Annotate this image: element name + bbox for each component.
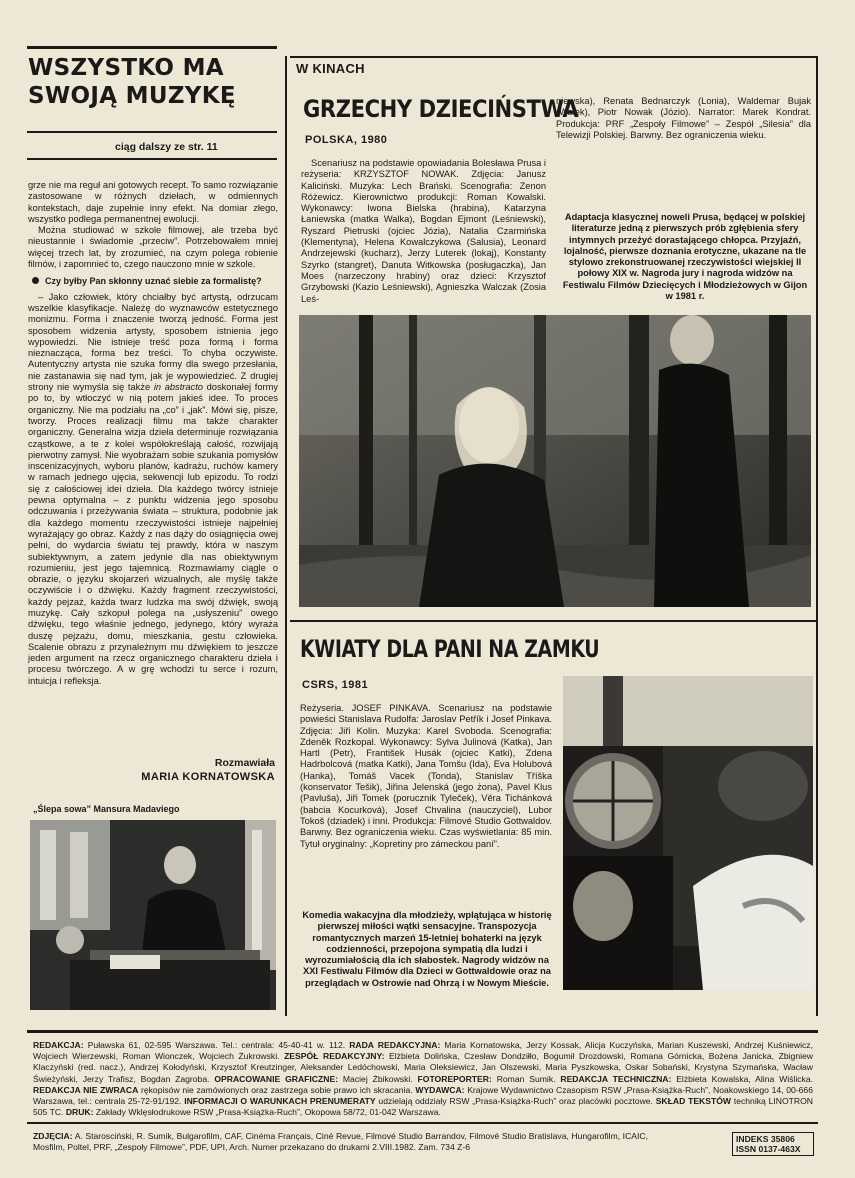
film1-credits-part2: niewska), Renata Bednarczyk (Lonia), Waldemar Bujak (Walek), Piotr Nowak (Józio). Narrator: Marek Kondrat. Produkcja: PRF „Zespoły Filmowe” – Zespół „Silesia” dla Telewizji Polskiej. Barwny. Bez ograniczenia wieku.	[556, 96, 811, 140]
index-box	[732, 1132, 814, 1156]
column-divider	[285, 56, 287, 1016]
interview-answer: – Jako człowiek, który chciałby być artystą, odrzucam wszelkie klasyfikacje. Należę do wyznawców estetycznego monizmu. Forma i znaczenie tworzą jedność. Forma jest sposobem widzenia artysty, sposobem istnienia jego wypowiedzi. Nie istnieje treść poza formą i forma nieznacząca, forma bez treści. To chyba oczywiste. Autentyczny artysta nie szuka formy dla swego przesłania, nie zastanawia się nad tym, jak je wypowiedzieć. Z drugiej strony nie wymyśla się także in abstracto doskonałej formy po to, by wtłoczyć w nią potem jakieś idee. To proces organiczny. Nie ma podziału na „co” i „jak”. Mówi się, pisze, tworzy. Proces realizacji filmu ma także charakter organiczny. Generalna wizja dzieła determinuje rozwiązania cząstkowe, a te z kolei współokreślają całość, rozwijają pierwotny zamysł. Nie wyobrażam sobie szukania pomysłów inscenizacyjnych, wyboru planów, kadrażu, ruchów kamery w ramach jednego ujęcia, sekwencji lub epizodu. To rodzi się z całościowej idei dzieła. Dla każdego twórcy istnieje pewna optymalna – z punktu widzenia jego sposobu odczuwania i przeżywania świata – struktura, podobnie jak dla każdego momentu rzeczywistości istnieje najpełniej wyrażający go obraz. Każdy z nas dąży do osiągnięcia owej pełni, do wydarcia światu tej prawdy, która w naszym subiektywnym, a zatem jedynie dla nas obiektywnym rozumieniu, jest jego tajemnicą. Rozmawiamy ciągle o obrazie, o języku skojarzeń wizualnych, ale myślę także oczywiście i o dźwięku. Każdy fragment rzeczywistości, każdy pejzaż, każda twarz ludzka ma swój dźwięk, swoją muzykę. Cały szkopuł polega na „usłyszeniu” owego dźwięku, tego właśnie jednego, jedynego, który wyraża duszę pejzażu, domu, mieszkania, gestu człowieka. Scalenie obrazu z przynależnym mu dźwiękiem to jeszcze jeden argument na rzecz organicznego charakteru dzieła i procesu twórczego. A w grę wchodzi tu serce i rozum, intuicja i refleksja.	[28, 291, 278, 686]
film2-title: KWIATY DLA PANI NA ZAMKU	[300, 635, 600, 663]
left-top-rule	[27, 46, 277, 49]
left-title-rule	[27, 131, 277, 133]
continued-note: ciąg dalszy ze str. 11	[115, 141, 218, 153]
film2-credits: Reżyseria. JOSEF PINKAVA. Scenariusz na podstawie powieści Stanislava Rudolfa: Jaroslav Petřík i Josef Pinkava. Zdjęcia: Jiři Kolin. Muzyka: Karel Svoboda. Scenografia: Zdeněk Rozkopal. Wykonawcy: Sylva Julinová (Katka), Jan Hartl (Petr), František Husák (ojciec Katki), Zdena Hadrbolcová (matka Katki), Jana Tomšu (Ida), Eva Holubová (Hanka), Tomáš Vacek (Tonda), Stanislav Tříška (konservator Tešik), Jiřina Jelenská (jego żona), Pavel Klus (Pavluša), Jiři Tomek (porucznik Tyleček), Věra Tichánková (babcia Kocurková), Josef Chvalina (nauczyciel), Lubor Tokoš (dziadek) i inni. Produkcja: Filmové Studio Gottwaldov. Barwny. Bez ograniczenia wieku. Czas wyświetlania: 85 min. Tytuł oryginalny: „Kopretiny pro zámeckou paní”.	[300, 703, 552, 849]
article-paragraph: grze nie ma reguł ani gotowych recept. To samo rozwiązanie zastosowane w różnych dziełach, w odmiennych kontekstach, daje zupełnie inny efekt. Na domiar złego, wszystko podlega permanentnej ewolucji.	[28, 180, 278, 224]
photo-caption: „Ślepa sowa” Mansura Madaviego	[33, 804, 180, 814]
interviewer-name: MARIA KORNATOWSKA	[141, 771, 275, 783]
article-paragraph: Można studiować w szkole filmowej, ale trzeba być nieustannie i świadomie „przeciw”. Potrzebowałem mniej więcej trzech lat, by zrozumieć, na czym polega robienie filmów, i zapomnieć to, czego nauczono mnie w szkole.	[28, 225, 278, 270]
footer-mid-rule	[27, 1122, 818, 1124]
slepa-sowa-image	[30, 820, 276, 1010]
interviewer-label: Rozmawiała	[214, 757, 275, 769]
film2-country: CSRS, 1981	[302, 679, 369, 691]
kinach-rule	[290, 56, 818, 58]
kwiaty-dla-pani-photo	[563, 676, 813, 990]
indeks-number: INDEKS 35806	[736, 1134, 795, 1144]
article-body	[28, 180, 278, 687]
left-continued-rule	[27, 158, 277, 160]
film2-blurb: Komedia wakacyjna dla młodzieży, wplątująca w historię pierwszej miłości wątki sensacyjne. Transpozycja romantycznych marzeń 15-letniej bohaterki na język codzienności, przepojona sympatią dla ludzi i wyrozumiałością dla ich słabostek. Nagrody widzów na XXI Festiwalu Filmów dla Dzieci w Gottwaldowie oraz na przeglądach w Ostrowie nad Ohrzą i w Nowym Mieście.	[302, 910, 552, 988]
interview-question: Czy byłby Pan skłonny uznać siebie za formalistę?	[28, 276, 278, 287]
bullet-icon	[32, 277, 39, 284]
article-title	[28, 54, 278, 110]
photo-credits: ZDJĘCIA: A. Starosciński, R. Sumik, Bulgarofilm, CAF, Cinéma Français, Ciné Revue, Filmové Studio Barrandov, Filmové Studio Bratislava, Hungarofilm, ICAIC, Mosfilm, Poltel, PRF, „Zespoły Filmowe”, PDF, UPI, Arch. Numer przekazano do drukarni 2.VIII.1982. Zam. 734 Z-6	[33, 1131, 648, 1153]
section-label: W KINACH	[296, 61, 365, 76]
film1-title: GRZECHY DZIECIŃSTWA	[303, 95, 579, 123]
issn-number: ISSN 0137-463X	[736, 1144, 801, 1154]
right-border	[816, 56, 818, 1016]
footer-top-rule	[27, 1030, 818, 1033]
film2-top-rule	[290, 620, 818, 622]
article-title-line-1: WSZYSTKO MA	[28, 55, 224, 81]
film1-blurb: Adaptacja klasycznej noweli Prusa, będącej w polskiej literaturze jedną z pierwszych prób zgłębienia sfery intymnych przeżyć dorastającego chłopca. Przyjaźń, lojalność, pierwsze doznania erotyczne, ukazane na tle stylowo zrekonstruowanej rzeczywistości wiejskiej II połowy XIX w. Nagroda jury i nagroda widzów na Festiwalu Filmów Dziecięcych i Młodzieżowych w Gijon w 1981 r.	[562, 212, 808, 302]
slepa-sowa-photo	[30, 820, 276, 1010]
film1-country: POLSKA, 1980	[305, 134, 388, 146]
article-title-line-2: SWOJĄ MUZYKĘ	[28, 83, 236, 109]
grzechy-dziecinstwa-photo	[299, 315, 811, 607]
forest-scene-image	[299, 315, 811, 607]
masthead-info: REDAKCJA: Puławska 61, 02-595 Warszawa. Tel.: centrala: 45-40-41 w. 112. RADA REDAKCYJNA: Maria Kornatowska, Jerzy Kossak, Alicja Kuczyńska, Marian Kuszewski, Andrzej Kuśniewicz, Wojciech Wierzewski, Roman Wionczek, Wojciech Żukrowski. ZESPÓŁ REDAKCYJNY: Elżbieta Dolińska, Czesław Dondziłło, Bogumił Drozdowski, Romana Górnicka, Bożena Janicka, Zbigniew Klaczyński (red. nacz.), Andrzej Kołodyński, Krzysztof Kreutzinger, Aleksander Ledóchowski, Maria Oleksiewicz, Jan Olszewski, Maria Pyszkowska, Oskar Sobański, Krystyna Szymańska, Wacław Świeżyński, Jerzy Trafisz, Bogdan Zagroba. OPRACOWANIE GRAFICZNE: Maciej Żbikowski. FOTOREPORTER: Roman Sumik. REDAKCJA TECHNICZNA: Elżbieta Kowalska, Alina Wiślicka. REDAKCJA NIE ZWRACA rękopisów nie zamówionych oraz zastrzega sobie prawo ich skracania. WYDAWCA: Krajowe Wydawnictwo Czasopism RSW „Prasa-Książka-Ruch”, Noakowskiego 14, 00-666 Warszawa, tel.: centrala 25-72-91/192. INFORMACJI O WARUNKACH PRENUMERATY udzielają oddziały RSW „Prasa-Książka-Ruch” oraz placówki pocztowe. SKŁAD TEKSTÓW techniką LINOTRON 505 TC. DRUK: Zakłady Wklęsłodrukowe RSW „Prasa-Książka-Ruch”, Okopowa 58/72, 01-042 Warszawa.	[33, 1040, 814, 1118]
film1-credits-part1: Scenariusz na podstawie opowiadania Bolesława Prusa i reżyseria: KRZYSZTOF NOWAK. Zdjęcia: Janusz Kaliciński. Muzyka: Lech Brański. Scenografia: Zenon Różewicz. Kierownictwo produkcji: Roman Kowalski. Wykonawcy: Iwona Bielska (hrabina), Katarzyna Łaniewska (matka Walka), Bogdan Ejmont (Leśniewski), Ryszard Pietruski (ojciec Józia), Natalia Czarmińska (Klementyna), Helena Kowalczykowa (Salusia), Leonard Andrzejewski (kucharz), Jerzy Luterek (lokaj), Konstanty Szyrko (stangret), Danuta Witkowska (posługaczka), Jan Moes (narzeczony hrabiny) oraz dzieci: Krzysztof Grzybowski (Kazio Leśniewski), Agnieszka Walczak (Zosia Leś-	[301, 158, 546, 304]
window-scene-image	[563, 676, 813, 990]
